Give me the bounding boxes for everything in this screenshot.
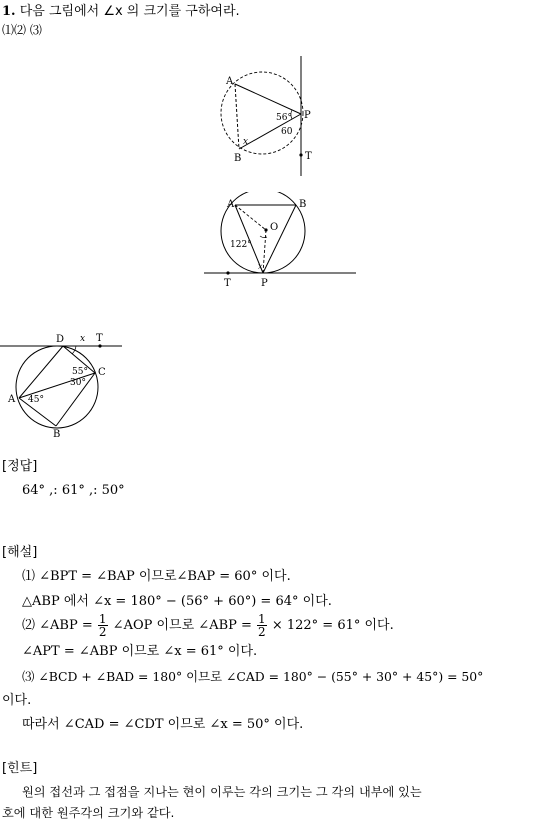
fig1-label-60: 60 xyxy=(281,127,293,137)
fig3-label-a: A xyxy=(8,394,16,405)
solution-line-2: △ABP 에서 ∠x = 180° − (56° + 60°) = 64° 이다. xyxy=(22,594,332,609)
solution-line-1: ⑴ ∠BPT = ∠BAP 이므로∠BAP = 60° 이다. xyxy=(22,569,291,584)
fig1-point-t xyxy=(299,153,302,156)
problem-parts: ⑴⑵ ⑶ xyxy=(2,23,42,37)
figure-1 xyxy=(212,52,332,182)
fraction-2-den: 2 xyxy=(258,625,266,639)
fig1-label-b: B xyxy=(234,153,242,164)
fig1-label-p: P xyxy=(304,110,311,121)
hint-line-1: 원의 접선과 그 접점을 지나는 현이 이루는 각의 크기는 그 각의 내부에 있는 xyxy=(22,785,422,799)
hint-heading: [힌트] xyxy=(2,761,38,776)
fig1-label-x: x xyxy=(243,137,249,147)
fig3-label-30: 30° xyxy=(70,378,86,388)
solution-line-5: ⑶ ∠BCD + ∠BAD = 180° 이므로 ∠CAD = 180° − (55° + 30° + 45°) = 50° xyxy=(22,669,484,684)
solution-heading: [해설] xyxy=(2,545,38,560)
fig2-label-t: T xyxy=(224,278,231,289)
fig1-label-56: 56° xyxy=(276,113,292,123)
solution-line-3b: ∠AOP 이므로 ∠ABP = xyxy=(112,618,252,633)
fig2-point-t xyxy=(226,271,229,274)
solution-line-7: 따라서 ∠CAD = ∠CDT 이므로 ∠x = 50° 이다. xyxy=(22,717,304,732)
fig2-point-o xyxy=(264,228,267,231)
solution-line-3c: × 122° = 61° 이다. xyxy=(271,618,394,633)
fig2-label-122: 122° xyxy=(230,240,252,250)
hint-line-2: 호에 대한 원주각의 크기와 같다. xyxy=(2,806,175,820)
fig3-label-d: D xyxy=(56,334,65,345)
fig1-label-a: A xyxy=(226,76,234,87)
fig2-label-o: O xyxy=(270,222,279,233)
fig3-label-x: x xyxy=(80,334,86,344)
fraction-2-num: 1 xyxy=(258,612,266,626)
problem-header xyxy=(2,4,240,20)
fraction-2 xyxy=(257,613,267,638)
fraction-1-num: 1 xyxy=(98,612,107,626)
problem-number: 1. xyxy=(2,4,16,19)
fig2-label-p: P xyxy=(261,278,268,289)
fig3-label-t: T xyxy=(96,333,103,344)
fig2-label-a: A xyxy=(227,199,235,210)
fig3-point-t xyxy=(98,344,101,347)
figure-3 xyxy=(0,330,130,440)
solution-line-4: ∠APT = ∠ABP 이므로 ∠x = 61° 이다. xyxy=(22,644,258,659)
fraction-1-den: 2 xyxy=(98,625,107,639)
fig1-segment-ap xyxy=(235,84,301,114)
fig2-label-b: B xyxy=(299,199,307,210)
fig2-segment-op xyxy=(263,230,266,273)
fig3-label-55: 55° xyxy=(72,367,88,377)
figure-2 xyxy=(200,192,360,292)
problem-text: 다음 그림에서 ∠x 의 크기를 구하여라. xyxy=(19,4,240,19)
answer-heading: [정답] xyxy=(2,459,38,474)
solution-line-3 xyxy=(22,612,394,640)
answer-text: 64° ,: 61° ,: 50° xyxy=(22,483,125,498)
fig3-segment-da xyxy=(19,346,63,398)
fig1-segment-ab xyxy=(235,84,239,149)
fig2-label-x: x xyxy=(258,262,263,271)
fraction-1 xyxy=(98,613,108,638)
fig3-label-c: C xyxy=(98,367,106,378)
fig3-label-b: B xyxy=(53,429,61,440)
fig3-label-45: 45° xyxy=(28,395,44,405)
solution-line-6: 이다. xyxy=(2,693,32,708)
solution-line-3a: ⑵ ∠ABP = xyxy=(22,618,93,633)
fig1-label-t: T xyxy=(305,151,312,162)
